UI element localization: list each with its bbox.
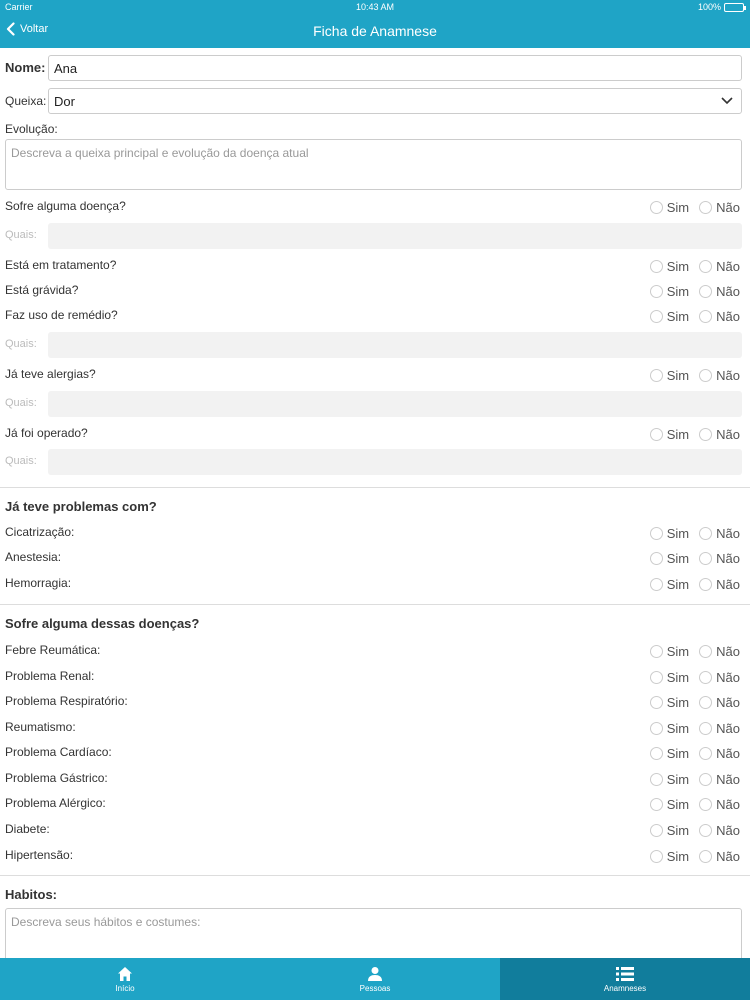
quais-input-remedio[interactable]	[48, 332, 742, 358]
quais-row-operado	[0, 449, 750, 475]
disease-reumatismo: Reumatismo:	[5, 720, 76, 734]
carrier-label: Carrier	[5, 2, 33, 12]
radio-sim[interactable]: Sim	[650, 644, 689, 659]
problem-anestesia: Anestesia:	[5, 550, 62, 564]
question-remedio: Faz uso de remédio?	[5, 308, 118, 322]
chevron-down-icon	[721, 96, 733, 105]
list-icon	[616, 966, 634, 982]
question-sofre-doenca: Sofre alguma doença?	[5, 199, 126, 213]
nome-value: Ana	[54, 60, 78, 76]
radio-sim[interactable]: Sim	[650, 368, 689, 383]
radio-sim[interactable]: Sim	[650, 670, 689, 685]
tab-inicio[interactable]	[0, 958, 250, 1000]
radio-nao[interactable]: Não	[699, 551, 740, 566]
radio-nao[interactable]: Não	[699, 644, 740, 659]
disease-problema-respiratorio: Problema Respiratório:	[5, 694, 128, 708]
radio-group-cicatrizacao	[650, 526, 740, 541]
radio-group-reumatismo	[650, 721, 740, 736]
radio-sim[interactable]: Sim	[650, 695, 689, 710]
radio-sim[interactable]: Sim	[650, 823, 689, 838]
radio-sim[interactable]: Sim	[650, 284, 689, 299]
radio-group-remedio	[650, 309, 740, 324]
battery-icon	[724, 3, 744, 12]
radio-nao[interactable]: Não	[699, 309, 740, 324]
disease-diabete: Diabete:	[5, 822, 50, 836]
quais-row-alergias	[0, 391, 750, 417]
nome-input[interactable]	[48, 55, 742, 81]
radio-group-problema-gastrico	[650, 772, 740, 787]
radio-sim[interactable]: Sim	[650, 526, 689, 541]
radio-nao[interactable]: Não	[699, 284, 740, 299]
evolucao-textarea[interactable]	[5, 139, 742, 190]
radio-sim[interactable]: Sim	[650, 309, 689, 324]
radio-sim[interactable]: Sim	[650, 849, 689, 864]
tab-pessoas[interactable]	[250, 958, 500, 1000]
home-icon	[117, 966, 133, 982]
battery-indicator	[698, 2, 744, 12]
anamnese-form	[0, 48, 750, 958]
radio-sim[interactable]: Sim	[650, 721, 689, 736]
radio-nao[interactable]: Não	[699, 427, 740, 442]
problem-hemorragia: Hemorragia:	[5, 576, 72, 590]
problem-cicatrizacao: Cicatrização:	[5, 525, 75, 539]
radio-nao[interactable]: Não	[699, 200, 740, 215]
radio-nao[interactable]: Não	[699, 849, 740, 864]
radio-nao[interactable]: Não	[699, 368, 740, 383]
radio-nao[interactable]: Não	[699, 797, 740, 812]
evolucao-label: Evolução:	[5, 122, 58, 136]
back-label: Voltar	[20, 23, 49, 35]
tab-bar	[0, 958, 750, 1000]
radio-group-problema-respiratorio	[650, 695, 740, 710]
section-title-habits: Habitos:	[5, 887, 57, 902]
radio-group-gravida	[650, 284, 740, 299]
radio-sim[interactable]: Sim	[650, 200, 689, 215]
radio-sim[interactable]: Sim	[650, 551, 689, 566]
disease-febre-reumatica: Febre Reumática:	[5, 643, 101, 657]
radio-group-hemorragia	[650, 577, 740, 592]
habits-textarea[interactable]	[5, 908, 742, 958]
quais-label: Quais:	[5, 397, 37, 409]
radio-group-operado	[650, 427, 740, 442]
quais-row-doenca	[0, 223, 750, 249]
disease-problema-renal: Problema Renal:	[5, 669, 95, 683]
status-bar	[0, 0, 750, 14]
radio-group-problema-cardiaco	[650, 746, 740, 761]
queixa-select[interactable]	[48, 88, 742, 114]
radio-sim[interactable]: Sim	[650, 797, 689, 812]
tab-label: Anamneses	[603, 983, 647, 993]
section-divider	[0, 875, 750, 876]
section-divider	[0, 487, 750, 488]
radio-sim[interactable]: Sim	[650, 577, 689, 592]
radio-sim[interactable]: Sim	[650, 772, 689, 787]
radio-group-hipertensao	[650, 849, 740, 864]
quais-label: Quais:	[5, 229, 37, 241]
disease-problema-alergico: Problema Alérgico:	[5, 796, 106, 810]
quais-row-remedio	[0, 332, 750, 358]
habits-placeholder: Descreva seus hábitos e costumes:	[11, 915, 201, 929]
radio-sim[interactable]: Sim	[650, 427, 689, 442]
radio-nao[interactable]: Não	[699, 670, 740, 685]
disease-hipertensao: Hipertensão:	[5, 848, 74, 862]
section-title-problems: Já teve problemas com?	[5, 499, 157, 514]
tab-label: Início	[115, 983, 135, 993]
radio-group-tratamento	[650, 259, 740, 274]
question-tratamento: Está em tratamento?	[5, 258, 117, 272]
radio-nao[interactable]: Não	[699, 721, 740, 736]
radio-nao[interactable]: Não	[699, 772, 740, 787]
evolucao-placeholder: Descreva a queixa principal e evolução da doença atual	[11, 146, 309, 160]
radio-nao[interactable]: Não	[699, 746, 740, 761]
disease-problema-cardiaco: Problema Cardíaco:	[5, 745, 112, 759]
radio-group-alergias	[650, 368, 740, 383]
nome-label: Nome:	[5, 60, 46, 75]
radio-nao[interactable]: Não	[699, 695, 740, 710]
radio-group-diabete	[650, 823, 740, 838]
page-title: Ficha de Anamnese	[313, 23, 437, 39]
radio-group-problema-alergico	[650, 797, 740, 812]
quais-input-alergias[interactable]	[48, 391, 742, 417]
disease-problema-gastrico: Problema Gástrico:	[5, 771, 108, 785]
battery-percent: 100%	[697, 2, 721, 12]
radio-group-sofre-doenca	[650, 200, 740, 215]
radio-nao[interactable]: Não	[699, 259, 740, 274]
quais-input-operado[interactable]	[48, 449, 742, 475]
status-time: 10:43 AM	[355, 2, 395, 12]
question-operado: Já foi operado?	[5, 426, 88, 440]
quais-input-doenca[interactable]	[48, 223, 742, 249]
radio-group-anestesia	[650, 551, 740, 566]
tab-anamneses[interactable]	[500, 958, 750, 1000]
nav-bar	[0, 14, 750, 48]
queixa-label: Queixa:	[5, 94, 47, 108]
quais-label: Quais:	[5, 338, 37, 350]
section-divider	[0, 604, 750, 605]
radio-nao[interactable]: Não	[699, 823, 740, 838]
radio-group-febre-reumatica	[650, 644, 740, 659]
radio-nao[interactable]: Não	[699, 526, 740, 541]
queixa-value: Dor	[54, 93, 75, 109]
radio-sim[interactable]: Sim	[650, 259, 689, 274]
radio-nao[interactable]: Não	[699, 577, 740, 592]
tab-label: Pessoas	[359, 983, 391, 993]
radio-group-problema-renal	[650, 670, 740, 685]
radio-sim[interactable]: Sim	[650, 746, 689, 761]
section-title-diseases: Sofre alguma dessas doenças?	[5, 616, 200, 631]
question-alergias: Já teve alergias?	[5, 367, 96, 381]
quais-label: Quais:	[5, 455, 37, 467]
question-gravida: Está grávida?	[5, 283, 79, 297]
person-icon	[367, 966, 383, 982]
